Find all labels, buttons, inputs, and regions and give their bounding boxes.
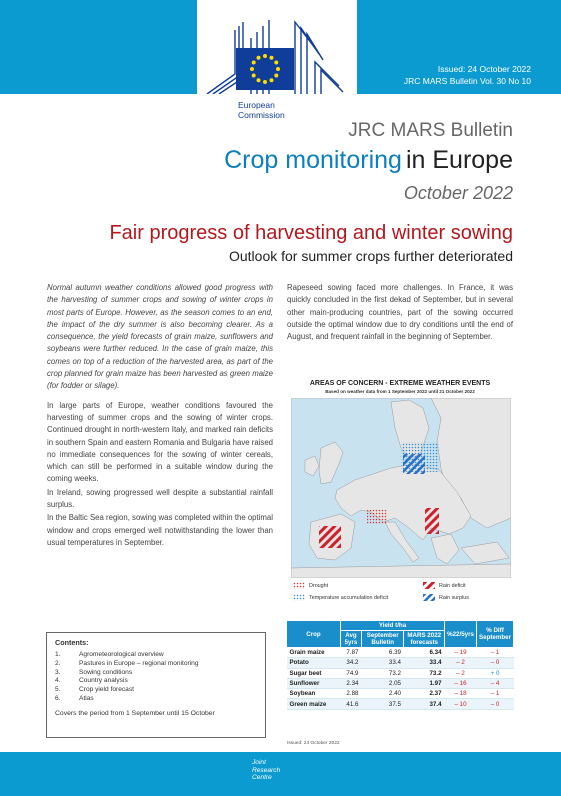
coverage-period: Covers the period from 1 September until 15 October [55,709,215,717]
paragraph: In the Baltic Sea region, sowing was completed within the optimal window and crops emerged well notwithstanding the lower than usual temperatures in September. [47,513,273,547]
paragraph: Rapeseed sowing faced more challenges. In France, it was quickly concluded in the first dekad of September, but in several other main-producing countries, part of the sowing occurred outside the optimal window due to dry conditions until the end of August, and frequent rainfall in the beginning of September. [287,283,513,342]
contents-item[interactable]: 6. Atlas [55,694,94,702]
footer-band [0,752,561,796]
europe-map [291,398,511,578]
headline: Fair progress of harvesting and winter sowing [109,222,513,244]
left-column-text [47,282,273,556]
jrc-logo-text: Joint Research Centre [252,759,281,782]
yield-table [286,620,514,710]
subheadline: Outlook for summer crops further deteriorated [228,248,513,264]
right-column-text [287,282,513,343]
rain-deficit-swatch-icon [423,582,435,589]
table-note: Issued: 24 October 2022 [287,741,340,746]
bulletin-reference: JRC MARS Bulletin Vol. 30 No 10 [403,76,531,86]
issued-date: Issued: 24 October 2022 [437,64,531,74]
col-header-crop: Crop [287,621,341,648]
contents-item[interactable]: 3. Sowing conditions [55,668,133,676]
contents-box [46,632,266,738]
rain-surplus-swatch-icon [423,594,435,601]
temperature-swatch-icon [293,594,305,601]
contents-item[interactable]: 4. Country analysis [55,677,128,685]
drought-swatch-icon [293,582,305,589]
contents-item[interactable]: 1. Agrometeorological overview [55,651,164,658]
paragraph: In Ireland, sowing progressed well despite a substantial rainfall surplus. [47,487,273,510]
col-header-diff: % Diff September [477,621,514,648]
table-row: Potato 34.2 33.4 33.4 – 2 – 0 [287,658,514,668]
map-legend [293,582,508,606]
issue-info [404,63,531,87]
legend-item-rain-surplus: Rain surplus [423,594,469,601]
contents-item[interactable]: 5. Crop yield forecast [55,686,134,694]
legend-item-rain-deficit: Rain deficit [423,582,466,589]
col-header-mars: MARS 2022 forecasts [404,631,445,648]
organization-name: European Commission [238,100,285,120]
paragraph: In large parts of Europe, weather conditions favoured the harvesting of summer crops and the sowing of winter crops. Continued drought in north-western Italy, and marked rain deficits in southern Spain and eastern Romania and Bulgaria have raised no immediate consequences for the sowing of winter cereals, which can still be performed in a suitable window during the coming weeks. [47,400,273,484]
legend-item-drought: Drought [293,582,328,589]
legend-item-temperature: Temperature accumulation deficit [293,594,388,601]
rain-surplus-area [403,454,425,474]
bulletin-name: JRC MARS Bulletin [348,120,513,141]
contents-item[interactable]: 2. Pastures in Europe – regional monitoring [55,659,199,667]
table-row: Sunflower 2.34 2.05 1.97 – 16 – 4 [287,678,514,688]
col-header-pct5: %22/5yrs [445,621,477,648]
table-row: Soybean 2.88 2.40 2.37 – 18 – 1 [287,689,514,699]
intro-paragraph: Normal autumn weather conditions allowed good progress with the harvesting of summer crops and sowing of winter crops in most parts of Europe. However, as the season comes to an end, the impact of the dry summer is also becoming clearer. As a consequence, the yield forecasts of grain maize, sunflowers and soybeans were further reduced. In the case of grain maize, this comes on top of a reduction of the harvested area, as part of the crop planned for grain maize has been harvested as green maize (for fodder or silage). [47,283,273,391]
map-title: AREAS OF CONCERN - EXTREME WEATHER EVENTS [309,380,491,387]
group-header-yield: Yield t/ha [341,621,445,631]
rain-deficit-area-romania [425,508,439,534]
col-header-september: September Bulletin [361,631,404,648]
map-subtitle: Based on weather data from 1 September 2022 until 21 October 2022 [325,389,475,394]
page-title: Crop monitoring in Europe [224,146,513,174]
issue-month: October 2022 [403,183,513,203]
table-row: Sugar beet 74.9 73.2 73.2 – 2 + 0 [287,668,514,678]
col-header-avg: Avg 5yrs [341,631,362,648]
table-row: Grain maize 7.87 6.39 6.34 – 19 – 1 [287,648,514,658]
table-row: Green maize 41.6 37.5 37.4 – 10 – 0 [287,699,514,709]
contents-title: Contents: [55,638,89,647]
rain-deficit-area-spain [319,526,341,548]
drought-area [367,510,387,524]
eu-flag-icon [236,48,294,90]
